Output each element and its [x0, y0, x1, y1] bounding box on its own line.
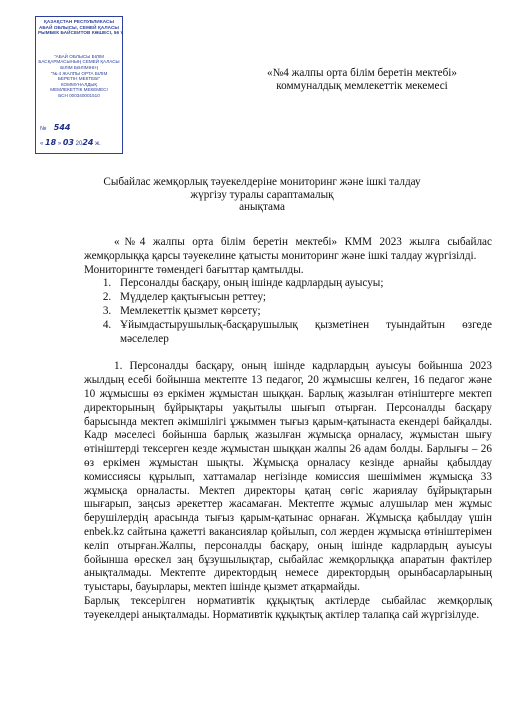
list-item: 1. Персоналды басқару, оның ішінде кадрлардың ауысуы; [114, 277, 492, 291]
document-title [60, 176, 464, 214]
stamp-date-year-prefix: 20 [75, 141, 83, 147]
title-line: Сыбайлас жемқорлық тәуекелдеріне мониторинг және ішкі талдау [103, 176, 421, 188]
stamp-number-value: 544 [53, 123, 71, 132]
stamp-date-line [40, 140, 124, 148]
stamp-header-line: ҚАЗАҚСТАН РЕСПУБЛИКАСЫ [43, 19, 115, 24]
list-item: 4. Ұйымдастырушылық-басқарушылық қызметінен туындайтын өзгеде мәселелер [114, 319, 492, 347]
stamp-body-line: "№ 4 ЖАЛПЫ ОРТА БІЛІМ [50, 70, 108, 76]
intro-paragraph: «№4 жалпы орта білім беретін мектебі» КММ 2023 жылға сыбайлас жемқорлыққа қарсы тәуекелине қатысты мониторинг және ішкі талдау жүргізілді. [84, 236, 492, 262]
title-line: жүргізу туралы сараптамалық [190, 188, 334, 201]
registration-stamp [35, 16, 123, 154]
stamp-date-month: 03 [62, 138, 74, 147]
stamp-body-line: БЕРЕТІН МЕКТЕБІ" [57, 76, 101, 82]
directions-list [84, 277, 492, 346]
stamp-body-line: БСН 000340001510 [58, 92, 100, 98]
document-body [84, 236, 492, 623]
stamp-date-prefix: « [40, 141, 44, 147]
stamp-date-suffix: ж. [95, 141, 101, 147]
stamp-date-sep: » [57, 141, 62, 147]
stamp-body-line: "АБАЙ ОБЛЫСЫ БІЛІМ [54, 53, 104, 59]
conclusion-paragraph: Барлық тексерілген нормативтік құқықтық актілерде сыбайлас жемқорлық тәуекелдері анықталмады. Нормативтік құқықтық актілер талапқа сай жүргізілуде. [84, 594, 492, 621]
stamp-header-line: РЫМБЕК БАЙСЕИТОВ КӨШЕСІ, 56 Ү [38, 30, 124, 36]
stamp-body-line: КОММУНАЛДЫҚ [60, 81, 98, 87]
stamp-body-line: МЕМЛЕКЕТТІК МЕКЕМЕСІ [50, 87, 108, 93]
stamp-header [38, 19, 124, 36]
stamp-body [38, 54, 120, 99]
stamp-date-day: 18 [45, 138, 57, 147]
organization-name: «№4 жалпы орта білім беретін мектебі» [267, 67, 457, 79]
stamp-number-label: № [40, 126, 47, 132]
title-line: анықтама [239, 201, 285, 213]
list-item: 3. Мемлекеттік қызмет көрсету; [114, 305, 492, 319]
stamp-body-line: БІЛІМ БӨЛІМІНІҢ [60, 64, 98, 70]
list-item: 2. Мүдделер қақтығысын реттеу; [114, 291, 492, 305]
stamp-date-year: 24 [82, 138, 94, 147]
stamp-number-line [40, 125, 120, 133]
directions-heading: Мониторингте төмендегі бағыттар қамтылды. [84, 263, 304, 276]
organization-type: коммуналдық мемлекеттік мекемесі [276, 80, 448, 92]
stamp-body-line: БАСҚАРМАСЫНЫҢ СЕМЕЙ ҚАЛАСЫ [38, 59, 120, 65]
stamp-header-line: АБАЙ ОБЛЫСЫ, СЕМЕЙ ҚАЛАСЫ [39, 24, 119, 30]
organization-header [232, 67, 492, 93]
spacer [84, 346, 492, 360]
section-1-paragraph: 1. Персоналды басқару, оның ішінде кадрлардың ауысуы бойынша 2023 жылдың есебі бойынша мектепте 13 педагог, 20 жұмысшы келген, 16 педагог және 10 жұмысшы өз еркімен жұмыстан шыққан. Барлық жазылған өтініштерге мектеп директорының бұйрықтары уақытылы шығып отырған. Персоналды басқару барысында мектеп әкімшілігі ұжыммен тығыз қарым-қатынаста екендері байқалды. Кадр мәселесі бойынша барлық жазылған жұмысқа орналасу, жұмыстан шығу өтініштерді тексерген кезде жұмыстан шыққан жалпы 26 адам болды. Барлығы – 26 өз еркімен жұмыстан шықты. Жұмысқа орналасу кезінде арнайы қабылдау комиссиясы құрылып, хаттамалар негізінде комиссия шешімімен жұмысқа 33 жұмысқа орналасты. Мектеп директоры қатаң сөгіс жариялау бұйрықтарын шығарып, заңсыз әрекеттер жасамаған. Мектепте жұмыс алушылар мен жұмыс берушілердің арасында тығыз қарым-қатынас орнаған. Жұмысқа қабылдау үшін enbek.kz сайтына қажетті вакансиялар қойылып, сол жерден жұмысқа өтініштерімен келіп отырған.Жалпы, персоналды басқару, оның ішінде кадрлардың ауысуы бойынша өрескел заң бұзушылықтар, сыбайлас жемқорлыққа апаратын фактілер анықталмады. Мектепте директордың немесе директордың орынбасарларының туыстары, бауырлары, мектеп ішінде қызмет атқармайды. [84, 360, 492, 594]
